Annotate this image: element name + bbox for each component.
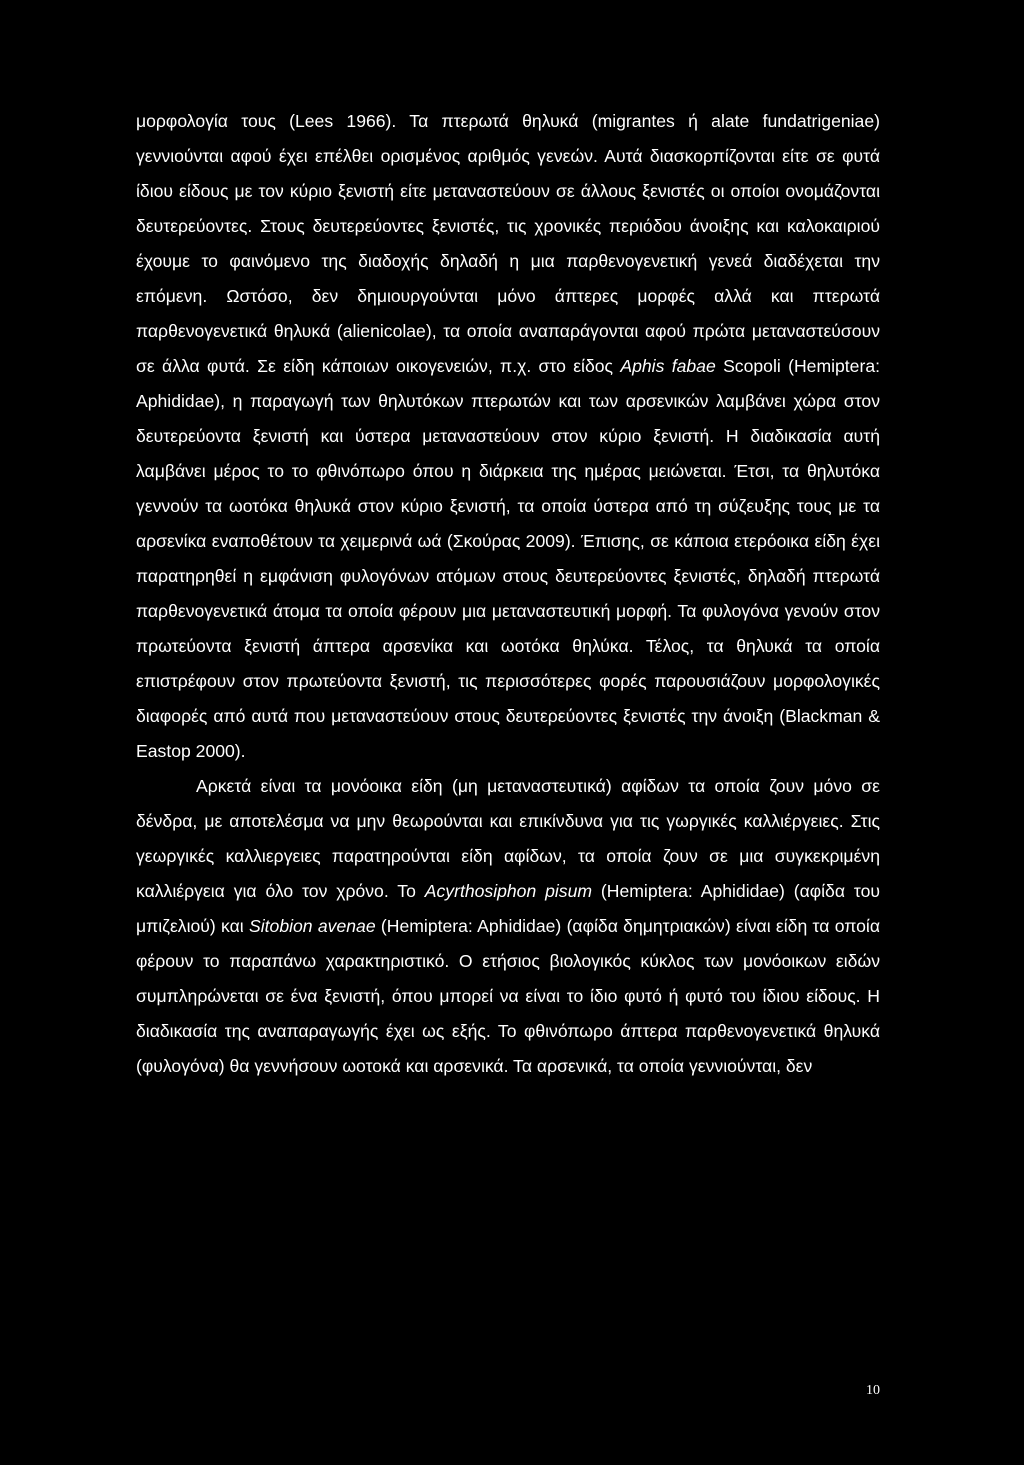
paragraph-1 bbox=[136, 104, 880, 769]
paragraph-2-run-5: (Hemiptera: Aphididae) (αφίδα δημητριακών) είναι είδη τα οποία φέρουν το παραπάνω χαρακτηριστικό. Ο ετήσιος βιολογικός κύκλος των μονόοικων ειδών συμπληρώνεται σε ένα ξενιστή, όπου μπορεί να είναι το ίδιο φυτό ή φυτό του ίδιου είδους. Η διαδικασία της αναπαραγωγής έχει ως εξής. Το φθινόπωρο άπτερα παρθενογενετικά θηλυκά (φυλογόνα) θα γεννήσουν ωοτοκά και αρσενικά. Τα αρσενικά, τα οποία γεννιούνται, δεν bbox=[136, 916, 880, 1076]
paragraph-2 bbox=[136, 769, 880, 1084]
paragraph-2-run-3: (Hemiptera: Aphididae) (αφίδα του μπιζελιού) και bbox=[136, 881, 880, 936]
page-number: 10 bbox=[866, 1383, 880, 1398]
paragraph-1-run-1: μορφολογία τους (Lees 1966). Τα πτερωτά θηλυκά (migrantes ή alate fundatrigeniae) γεννιούνται αφού έχει επέλθει ορισμένος αριθμός γενεών. Αυτά διασκορπίζονται είτε σε φυτά ίδιου είδους με τον κύριο ξενιστή είτε μεταναστεύουν σε άλλους ξενιστές οι οποίοι ονομάζονται δευτερεύοντες. Στους δευτερεύοντες ξενιστές, τις χρονικές περιόδου άνοιξης και καλοκαιριού έχουμε το φαινόμενο της διαδοχής δηλαδή η μια παρθενογενετική γενεά διαδέχεται την επόμενη. Ωστόσο, δεν δημιουργούνται μόνο άπτερες μορφές αλλά και πτερωτά παρθενογενετικά θηλυκά (alienicolae), τα οποία αναπαράγονται αφού πρώτα μεταναστεύσουν σε άλλα φυτά. Σε είδη κάποιων οικογενειών, π.χ. στο είδος bbox=[136, 111, 880, 376]
body-text bbox=[136, 104, 880, 1084]
species-name-sitobion-avenae: Sitobion avenae bbox=[249, 916, 376, 936]
paragraph-2-run-1: Αρκετά είναι τα μονόοικα είδη (μη μεταναστευτικά) αφίδων τα οποία ζουν μόνο σε δένδρα, με αποτελέσμα να μην θεωρούνται και επικίνδυνα για τις γωργικές καλλιέργειες. Στις γεωργικές καλλιεργειες παρατηρούνται είδη αφίδων, τα οποία ζουν σε μια συγκεκριμένη καλλιέργεια για όλο τον χρόνο. Το bbox=[136, 776, 880, 901]
species-name-aphis-fabae: Aphis fabae bbox=[620, 356, 716, 376]
species-name-acyrthosiphon-pisum: Acyrthosiphon pisum bbox=[424, 881, 593, 901]
paragraph-1-run-3: Scopoli (Hemiptera: Aphididae), η παραγωγή των θηλυτόκων πτερωτών και των αρσενικών λαμβάνει χώρα στον δευτερεύοντα ξενιστή και ύστερα μεταναστεύουν στον κύριο ξενιστή. Η διαδικασία αυτή λαμβάνει μέρος το το φθινόπωρο όπου η διάρκεια της ημέρας μειώνεται. Έτσι, τα θηλυτόκα γεννούν τα ωοτόκα θηλυκά στον κύριο ξενιστή, τα οποία ύστερα από τη σύζευξης τους με τα αρσενίκα εναποθέτουν τα χειμερινά ωά (Σκούρας 2009). Έπισης, σε κάποια ετερόοικα είδη έχει παρατηρηθεί η εμφάνιση φυλογόνων ατόμων στους δευτερεύοντες ξενιστές, δηλαδή πτερωτά παρθενογενετικά άτομα τα οποία φέρουν μια μεταναστευτική μορφή. Τα φυλογόνα γενούν στον πρωτεύοντα ξενιστή άπτερα αρσενίκα και ωοτόκα θηλύκα. Τέλος, τα θηλυκά τα οποία επιστρέφουν στον πρωτεύοντα ξενιστή, τις περισσότερες φορές παρουσιάζουν μορφολογικές διαφορές από αυτά που μεταναστεύουν στους δευτερεύοντες ξενιστές την άνοιξη (Blackman & Eastop 2000). bbox=[136, 356, 880, 761]
